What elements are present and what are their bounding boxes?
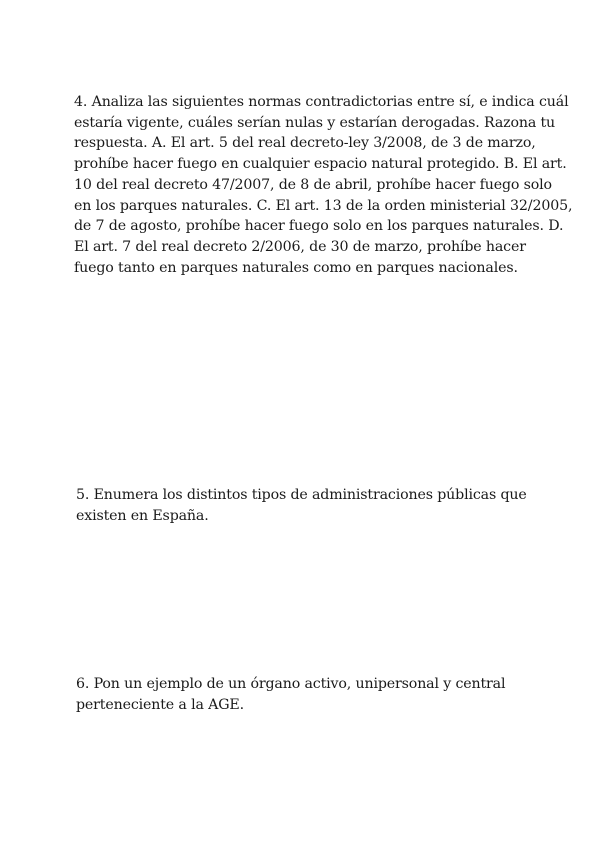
question-4-line: prohíbe hacer fuego en cualquier espacio natural protegido. B. El art. xyxy=(74,156,567,173)
question-4-line: estaría vigente, cuáles serían nulas y estarían derogadas. Razona tu xyxy=(74,114,556,131)
question-5-line: existen en España. xyxy=(76,507,209,524)
question-4-line: El art. 7 del real decreto 2/2006, de 30 de marzo, prohíbe hacer xyxy=(74,238,526,255)
question-5 xyxy=(76,485,536,526)
question-4-line: de 7 de agosto, prohíbe hacer fuego solo en los parques naturales. D. xyxy=(74,218,564,235)
question-4-line: 10 del real decreto 47/2007, de 8 de abril, prohíbe hacer fuego solo xyxy=(74,176,552,193)
question-4-line: 4. Analiza las siguientes normas contradictorias entre sí, e indica cuál xyxy=(74,94,569,110)
question-4-line: fuego tanto en parques naturales como en parques nacionales. xyxy=(74,259,518,276)
question-6 xyxy=(76,674,536,715)
question-4-line: respuesta. A. El art. 5 del real decreto-ley 3/2008, de 3 de marzo, xyxy=(74,135,536,152)
question-4-line: en los parques naturales. C. El art. 13 de la orden ministerial 32/2005, xyxy=(74,197,573,214)
question-4 xyxy=(74,92,573,278)
question-6-line: 6. Pon un ejemplo de un órgano activo, unipersonal y central xyxy=(76,676,506,692)
question-6-line: perteneciente a la AGE. xyxy=(76,696,244,713)
question-5-line: 5. Enumera los distintos tipos de administraciones públicas que xyxy=(76,487,527,503)
